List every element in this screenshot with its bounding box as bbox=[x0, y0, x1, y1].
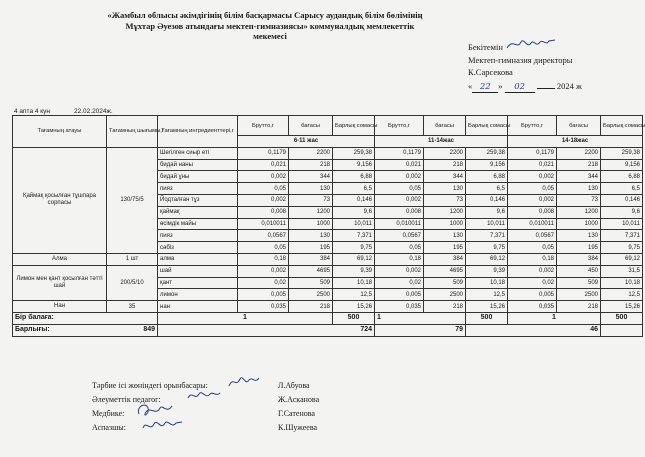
value-cell: 0,002 bbox=[508, 265, 557, 277]
value-cell: 0,146 bbox=[466, 194, 508, 206]
value-cell: 9,6 bbox=[333, 206, 375, 218]
value-cell: 344 bbox=[424, 171, 466, 183]
value-cell: 10,18 bbox=[333, 277, 375, 289]
value-cell: 0,18 bbox=[238, 253, 289, 265]
footer-name-3: Г.Сатенова bbox=[278, 409, 315, 418]
menu-date: 22.02.2024ж. bbox=[74, 108, 113, 115]
value-cell: 6,5 bbox=[466, 183, 508, 195]
value-cell: 4695 bbox=[289, 265, 333, 277]
value-cell: 15,26 bbox=[466, 301, 508, 313]
ingredient-name: бидай ұны bbox=[158, 171, 238, 183]
value-cell: 31,5 bbox=[601, 265, 643, 277]
value-cell: 384 bbox=[424, 253, 466, 265]
value-cell: 130 bbox=[289, 183, 333, 195]
org-header-line2: Мұхтар Әуезов атындағы мектеп-гимназиясы» коммуналдық мемлекеттік мекемесі bbox=[125, 21, 415, 41]
value-cell: 7,371 bbox=[466, 230, 508, 242]
value-cell: 344 bbox=[289, 171, 333, 183]
value-cell: 10,011 bbox=[333, 218, 375, 230]
value-cell: 218 bbox=[289, 301, 333, 313]
value-cell: 1200 bbox=[424, 206, 466, 218]
value-cell: 4695 bbox=[424, 265, 466, 277]
value-cell: 2500 bbox=[424, 289, 466, 301]
value-cell: 15,26 bbox=[333, 301, 375, 313]
per-child-label: Бір балаға: bbox=[13, 312, 158, 324]
ingredient-name: бидай наны bbox=[158, 159, 238, 171]
approval-director-name: К.Сарсекова bbox=[468, 67, 513, 77]
value-cell: 1000 bbox=[289, 218, 333, 230]
total-label bbox=[13, 324, 158, 336]
value-cell: 259,38 bbox=[466, 147, 508, 159]
value-cell: 0,010011 bbox=[508, 218, 557, 230]
approval-month: 02 bbox=[505, 82, 535, 93]
value-cell: 7,371 bbox=[333, 230, 375, 242]
value-cell: 259,38 bbox=[601, 147, 643, 159]
col-header-sum: Барлық сомасы bbox=[333, 116, 375, 136]
menu-date-line bbox=[14, 108, 137, 115]
org-header-line1: «Жамбыл облысы әкімдігінің білім басқармасы Сарысу аудандық білім бөлімінің bbox=[107, 10, 423, 20]
value-cell: 10,18 bbox=[601, 277, 643, 289]
footer-role-1: Тәрбие ісі жөніндегі орынбасары: bbox=[92, 381, 208, 390]
value-cell: 9,75 bbox=[333, 242, 375, 254]
ingredient-name: Шегілген сиыр еті bbox=[158, 147, 238, 159]
total-v4: 46 bbox=[466, 324, 601, 336]
value-cell: 0,0567 bbox=[375, 230, 424, 242]
value-cell: 0,05 bbox=[508, 183, 557, 195]
value-cell: 509 bbox=[557, 277, 601, 289]
value-cell: 10,011 bbox=[466, 218, 508, 230]
value-cell: 130 bbox=[289, 230, 333, 242]
dish-yield: 200/5/10 bbox=[107, 265, 158, 300]
value-cell: 9,156 bbox=[601, 159, 643, 171]
value-cell: 218 bbox=[557, 159, 601, 171]
table-header-row bbox=[13, 116, 643, 136]
approval-title: Бекітемін bbox=[468, 42, 503, 52]
ingredient-name: шай bbox=[158, 265, 238, 277]
table-row bbox=[13, 147, 643, 159]
value-cell: 0,02 bbox=[508, 277, 557, 289]
value-cell: 0,1179 bbox=[508, 147, 557, 159]
value-cell: 0,010011 bbox=[375, 218, 424, 230]
approval-position: Мектеп-гимназия директоры bbox=[468, 55, 573, 65]
value-cell: 384 bbox=[289, 253, 333, 265]
total-v1: 849 bbox=[143, 326, 155, 334]
value-cell: 12,5 bbox=[333, 289, 375, 301]
value-cell: 6,88 bbox=[466, 171, 508, 183]
ingredient-name: пияз bbox=[158, 230, 238, 242]
value-cell: 0,005 bbox=[238, 289, 289, 301]
value-cell: 0,1179 bbox=[238, 147, 289, 159]
table-row bbox=[13, 253, 643, 265]
value-cell: 130 bbox=[557, 230, 601, 242]
value-cell: 0,005 bbox=[375, 289, 424, 301]
value-cell: 130 bbox=[424, 183, 466, 195]
value-cell: 15,26 bbox=[601, 301, 643, 313]
value-cell: 9,156 bbox=[466, 159, 508, 171]
value-cell: 0,035 bbox=[238, 301, 289, 313]
value-cell: 0,05 bbox=[375, 242, 424, 254]
value-cell: 0,0567 bbox=[238, 230, 289, 242]
col-header-dish: Тағамның атауы bbox=[13, 116, 107, 148]
value-cell: 0,008 bbox=[375, 206, 424, 218]
total-row bbox=[13, 324, 643, 336]
value-cell: 6,88 bbox=[601, 171, 643, 183]
per-child-row bbox=[13, 312, 643, 324]
value-cell: 344 bbox=[557, 171, 601, 183]
value-cell: 509 bbox=[424, 277, 466, 289]
col-header-yield: Тағамның шығымы,г bbox=[107, 116, 158, 148]
ingredient-name: Йодталған тұз bbox=[158, 194, 238, 206]
dish-name: Лимон мен қант қосылған тәтті шай bbox=[13, 265, 107, 300]
signature-1 bbox=[226, 374, 262, 390]
value-cell: 0,002 bbox=[238, 194, 289, 206]
total-label-text: Барлығы: bbox=[15, 326, 50, 334]
value-cell: 0,146 bbox=[333, 194, 375, 206]
value-cell: 69,12 bbox=[466, 253, 508, 265]
value-cell: 10,011 bbox=[601, 218, 643, 230]
age-group-2: 11-14жас bbox=[375, 136, 508, 148]
dish1-rows bbox=[13, 147, 643, 253]
per-child-v6: 500 bbox=[601, 312, 643, 324]
ingredient-name: сәбіз bbox=[158, 242, 238, 254]
value-cell: 218 bbox=[424, 301, 466, 313]
value-cell: 69,12 bbox=[333, 253, 375, 265]
value-cell: 0,021 bbox=[375, 159, 424, 171]
value-cell: 1000 bbox=[424, 218, 466, 230]
dish-name: Қаймақ қосылған тұшпара сорпасы bbox=[13, 147, 107, 253]
per-child-v1: 1 bbox=[158, 312, 333, 324]
value-cell: 2200 bbox=[557, 147, 601, 159]
dish4-rows bbox=[13, 301, 643, 313]
value-cell: 0,1179 bbox=[375, 147, 424, 159]
total-empty bbox=[601, 324, 643, 336]
approval-year: 2024 ж bbox=[556, 81, 582, 91]
value-cell: 73 bbox=[424, 194, 466, 206]
value-cell: 1000 bbox=[557, 218, 601, 230]
value-cell: 218 bbox=[289, 159, 333, 171]
per-child-v2: 500 bbox=[333, 312, 375, 324]
col-header-ingredients: Тағамның ингредиенттері,г bbox=[158, 116, 238, 148]
value-cell: 6,5 bbox=[333, 183, 375, 195]
value-cell: 73 bbox=[557, 194, 601, 206]
approval-date: « 22 » 02 2024 ж bbox=[468, 81, 582, 92]
value-cell: 9,39 bbox=[466, 265, 508, 277]
value-cell: 0,035 bbox=[508, 301, 557, 313]
value-cell: 7,371 bbox=[601, 230, 643, 242]
dish-yield: 35 bbox=[107, 301, 158, 313]
value-cell: 0,05 bbox=[508, 242, 557, 254]
value-cell: 0,021 bbox=[238, 159, 289, 171]
value-cell: 2200 bbox=[289, 147, 333, 159]
age-group-1: 6-11 жас bbox=[238, 136, 375, 148]
value-cell: 1200 bbox=[557, 206, 601, 218]
value-cell: 9,39 bbox=[333, 265, 375, 277]
footer-name-4: К.Шужеева bbox=[278, 423, 318, 432]
value-cell: 0,002 bbox=[375, 171, 424, 183]
value-cell: 0,002 bbox=[375, 265, 424, 277]
per-child-v4: 500 bbox=[466, 312, 508, 324]
value-cell: 0,035 bbox=[375, 301, 424, 313]
value-cell: 2200 bbox=[424, 147, 466, 159]
value-cell: 0,008 bbox=[508, 206, 557, 218]
value-cell: 450 bbox=[557, 265, 601, 277]
value-cell: 0,021 bbox=[508, 159, 557, 171]
col-header-brutto: Брутто,г bbox=[238, 116, 289, 136]
value-cell: 0,002 bbox=[508, 171, 557, 183]
value-cell: 0,010011 bbox=[238, 218, 289, 230]
value-cell: 1200 bbox=[289, 206, 333, 218]
value-cell: 0,146 bbox=[601, 194, 643, 206]
value-cell: 73 bbox=[289, 194, 333, 206]
per-child-v3: 1 bbox=[375, 312, 466, 324]
footer-name-2: Ж.Асканова bbox=[278, 395, 320, 404]
ingredient-name: пияз bbox=[158, 183, 238, 195]
footer-role-4: Аспазшы: bbox=[92, 423, 126, 432]
dish-name: Алма bbox=[13, 253, 107, 265]
ingredient-name: лимон bbox=[158, 289, 238, 301]
ingredient-name: нан bbox=[158, 301, 238, 313]
value-cell: 0,002 bbox=[375, 194, 424, 206]
value-cell: 9,6 bbox=[466, 206, 508, 218]
value-cell: 6,5 bbox=[601, 183, 643, 195]
col-header-brutto: Брутто,г bbox=[375, 116, 424, 136]
total-v2: 724 bbox=[158, 324, 375, 336]
value-cell: 9,156 bbox=[333, 159, 375, 171]
col-header-sum: Барлық сомасы bbox=[466, 116, 508, 136]
per-child-v5: 1 bbox=[508, 312, 601, 324]
value-cell: 2500 bbox=[557, 289, 601, 301]
table-row bbox=[13, 301, 643, 313]
value-cell: 0,05 bbox=[375, 183, 424, 195]
value-cell: 12,5 bbox=[466, 289, 508, 301]
value-cell: 9,75 bbox=[466, 242, 508, 254]
value-cell: 0,0567 bbox=[508, 230, 557, 242]
value-cell: 0,05 bbox=[238, 242, 289, 254]
dish-name: Нан bbox=[13, 301, 107, 313]
value-cell: 10,18 bbox=[466, 277, 508, 289]
value-cell: 6,88 bbox=[333, 171, 375, 183]
col-header-brutto: Брутто,г bbox=[508, 116, 557, 136]
col-header-sum: Барлық сомасы bbox=[601, 116, 643, 136]
table-row bbox=[13, 265, 643, 277]
value-cell: 69,12 bbox=[601, 253, 643, 265]
dish2-rows bbox=[13, 253, 643, 265]
value-cell: 9,75 bbox=[601, 242, 643, 254]
value-cell: 259,38 bbox=[333, 147, 375, 159]
ingredient-name: алма bbox=[158, 253, 238, 265]
value-cell: 0,02 bbox=[238, 277, 289, 289]
footer-role-2: Әлеуметтік педагог: bbox=[92, 395, 161, 404]
value-cell: 2500 bbox=[289, 289, 333, 301]
director-signature bbox=[505, 36, 557, 52]
ingredient-name: қаймақ bbox=[158, 206, 238, 218]
value-cell: 0,02 bbox=[375, 277, 424, 289]
dish3-rows bbox=[13, 265, 643, 300]
ingredient-name: өсімдік майы bbox=[158, 218, 238, 230]
value-cell: 218 bbox=[424, 159, 466, 171]
value-cell: 0,002 bbox=[238, 171, 289, 183]
col-header-price: бағасы bbox=[424, 116, 466, 136]
signature-4 bbox=[140, 416, 184, 436]
value-cell: 0,18 bbox=[508, 253, 557, 265]
dish-yield: 1 шт bbox=[107, 253, 158, 265]
value-cell: 0,005 bbox=[508, 289, 557, 301]
value-cell: 195 bbox=[557, 242, 601, 254]
ingredient-name: қант bbox=[158, 277, 238, 289]
dish-yield: 130/75/5 bbox=[107, 147, 158, 253]
value-cell: 130 bbox=[424, 230, 466, 242]
value-cell: 0,18 bbox=[375, 253, 424, 265]
value-cell: 0,002 bbox=[238, 265, 289, 277]
age-group-3: 14-18жас bbox=[508, 136, 643, 148]
value-cell: 509 bbox=[289, 277, 333, 289]
value-cell: 130 bbox=[557, 183, 601, 195]
value-cell: 195 bbox=[424, 242, 466, 254]
total-v3: 79 bbox=[375, 324, 466, 336]
approval-day: 22 bbox=[472, 82, 498, 93]
footer-name-1: Л.Абуова bbox=[278, 381, 310, 390]
value-cell: 195 bbox=[289, 242, 333, 254]
value-cell: 9,6 bbox=[601, 206, 643, 218]
week-day-label: 4 апта 4 күн bbox=[14, 108, 50, 115]
value-cell: 0,05 bbox=[238, 183, 289, 195]
col-header-price: бағасы bbox=[557, 116, 601, 136]
value-cell: 0,002 bbox=[508, 194, 557, 206]
value-cell: 0,008 bbox=[238, 206, 289, 218]
value-cell: 12,5 bbox=[601, 289, 643, 301]
value-cell: 218 bbox=[557, 301, 601, 313]
menu-table bbox=[12, 115, 643, 337]
signature-2 bbox=[186, 388, 222, 404]
col-header-price: бағасы bbox=[289, 116, 333, 136]
value-cell: 384 bbox=[557, 253, 601, 265]
footer-role-3: Медбике: bbox=[92, 409, 125, 418]
